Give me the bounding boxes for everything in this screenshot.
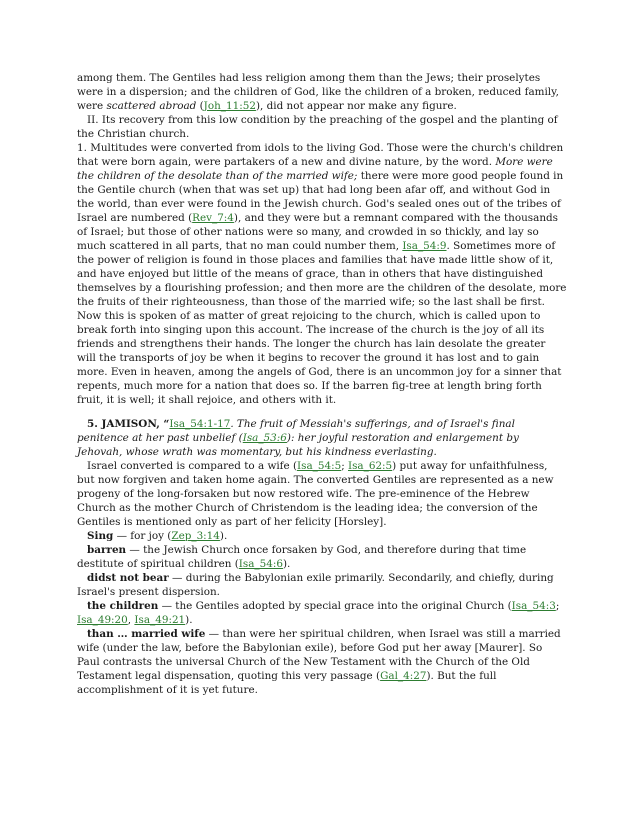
scripture-link[interactable]: Isa_54:3 <box>511 600 556 612</box>
text-run: — during the Babylonian exile primarily. Secondarily, and chiefly, during Israel's present dispersion. <box>77 572 554 598</box>
text-run: ). <box>219 530 228 542</box>
scripture-link[interactable]: Zep_3:14 <box>171 530 220 542</box>
italic-text: . <box>230 418 237 430</box>
scripture-link[interactable]: Isa_54:9 <box>402 240 447 252</box>
paragraph-p1 <box>77 71 567 113</box>
paragraph-p9 <box>77 599 567 627</box>
scripture-link[interactable]: Gal_4:27 <box>380 670 427 682</box>
bold-term: barren <box>87 544 127 556</box>
text-run: — the Jewish Church once forsaken by God, and therefore during that time destitute of spiritual children ( <box>77 544 527 570</box>
scripture-link[interactable]: Isa_62:5 <box>348 460 393 472</box>
text-run: among them. The Gentiles had less religion among them than the Jews; their proselytes were in a dispersion; and the children of God, like the children of a broken, reduced family, were <box>77 72 559 112</box>
scripture-link[interactable]: Isa_54:5 <box>297 460 342 472</box>
text-run: . Sometimes more of the power of religion is found in those places and families that have made little show of it, and have enjoyed but little of the means of grace, than in others that have distinguished themselves by a flourishing profession; and then more are the children of the desolate, more the fruits of their righteousness, than those of the married wife; so the last shall be first. Now this is spoken of as matter of great rejoicing to the church, which is called upon to break forth into singing upon this account. The increase of the church is the joy of all its friends and strengthens their hands. The longer the church has lain desolate the greater will the transports of joy be when it begins to recover the ground it has lost and to gain more. Even in heaven, among the angels of God, there is an uncommon joy for a sinner that repents, much more for a nation that does so. If the barren fig-tree at length bring forth fruit, it is well; it shall rejoice, and others with it. <box>77 240 567 406</box>
italic-text: More were the children of the desolate than of the married wife; <box>77 156 553 182</box>
paragraph-p6 <box>77 529 567 543</box>
text-run: 1. Multitudes were converted from idols to the living God. Those were the church's children that were born again, were partakers of a new and divine nature, by the word. <box>77 142 564 168</box>
text-run: ). <box>282 558 291 570</box>
bold-term: didst not bear <box>87 572 169 584</box>
paragraph-p10 <box>77 627 567 697</box>
italic-text: scattered abroad <box>106 100 197 112</box>
paragraph-p7 <box>77 543 567 571</box>
text-run: ). <box>185 614 193 626</box>
scripture-link[interactable]: Rev_7:4 <box>192 212 234 224</box>
text-run: Israel converted is compared to a wife ( <box>87 460 298 472</box>
text-run: ; <box>341 460 348 472</box>
scripture-link[interactable]: Joh_11:52 <box>203 100 256 112</box>
paragraph-p2 <box>77 113 567 141</box>
scripture-link[interactable]: Isa_49:20 <box>77 614 128 626</box>
paragraph-p5 <box>77 459 567 529</box>
text-run: ; <box>555 600 560 612</box>
paragraph-p4 <box>77 417 567 459</box>
paragraph-p3 <box>77 141 567 407</box>
bold-term: Sing <box>87 530 114 542</box>
text-run: ), did not appear nor make any figure. <box>255 100 457 112</box>
text-run: ). But the full accomplishment of it is yet future. <box>77 670 497 696</box>
text-run: II. Its recovery from this low condition by the preaching of the gospel and the planting of the Christian church. <box>77 114 558 140</box>
bold-term: than … married wife <box>87 628 206 640</box>
text-run: there were more good people found in the Gentile church (when that was set up) that had long been afar off, and without God in the world, than ever were found in the Jewish church. God's sealed ones out of the tribes of Israel are numbered ( <box>77 170 564 224</box>
text-run: — than were her spiritual children, when Israel was still a married wife (under the law, before the Babylonian exile), before God put her away [Maurer]. So Paul contrasts the universal Church of the New Testament with the Church of the Old Testament legal dispensation, quoting this very passage ( <box>77 628 561 682</box>
text-run: — the Gentiles adopted by special grace into the original Church ( <box>158 600 512 612</box>
paragraph-spacer <box>77 407 567 417</box>
text-run: , <box>127 614 135 626</box>
scripture-link[interactable]: Isa_53:6 <box>242 432 287 444</box>
text-run: ), and they were but a remnant compared with the thousands of Israel; but those of other nations were so many, and crowded in so thickly, and lay so much scattered in all parts, that no man could number them, <box>77 212 558 252</box>
document-body <box>77 71 567 697</box>
text-run: ) put away for unfaithfulness, but now forgiven and taken home again. The converted Gentiles are represented as a new progeny of the long-forsaken but now restored wife. The pre-eminence of the Hebrew Church as the mother Church of Christendom is the leading idea; the conversion of the Gentiles is mentioned only as part of her felicity [Horsley]. <box>77 460 554 528</box>
text-run: — for joy ( <box>113 530 172 542</box>
bold-term: 5. JAMISON, “ <box>87 418 170 430</box>
text-run: ( <box>196 100 204 112</box>
italic-text: ): her joyful restoration and enlargement by Jehovah, whose wrath was momentary, but his kindness everlasting <box>77 432 519 458</box>
scripture-link[interactable]: Isa_54:6 <box>238 558 283 570</box>
bold-term: the children <box>87 600 159 612</box>
scripture-link[interactable]: Isa_49:21 <box>134 614 186 626</box>
document-page <box>77 71 567 697</box>
text-run: . <box>433 446 437 458</box>
scripture-link[interactable]: Isa_54:1-17 <box>169 418 231 430</box>
paragraph-p8 <box>77 571 567 599</box>
italic-text: The fruit of Messiah's sufferings, and of Israel's final penitence at her past unbelief ( <box>77 418 515 444</box>
